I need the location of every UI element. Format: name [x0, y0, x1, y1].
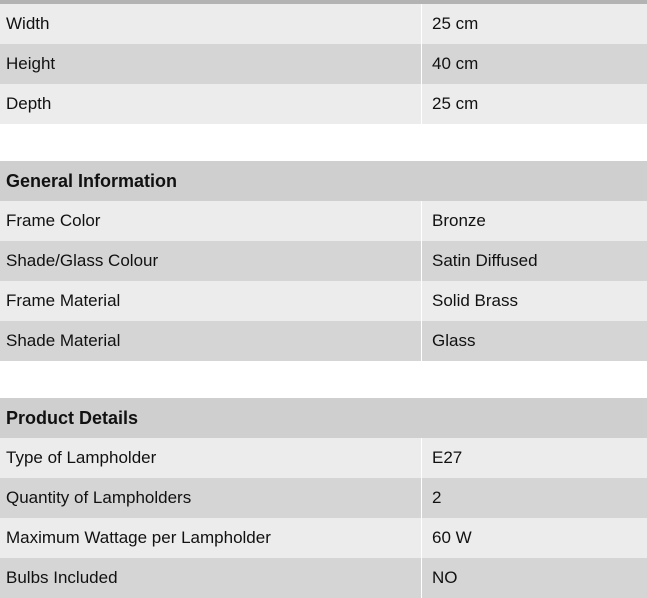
row-label: Type of Lampholder: [6, 448, 157, 467]
row-value: 25 cm: [421, 4, 647, 44]
row-value: NO: [421, 558, 647, 598]
row-label: Shade Material: [6, 331, 121, 350]
row-value: 2: [421, 478, 647, 518]
product-details-table: [0, 398, 647, 598]
table-row: [0, 281, 647, 321]
row-value: E27: [421, 438, 647, 478]
row-label: Maximum Wattage per Lampholder: [6, 528, 271, 547]
table-row: [0, 518, 647, 558]
table-row: [0, 4, 647, 44]
table-row: [0, 478, 647, 518]
dimensions-table: [0, 4, 647, 124]
row-label: Width: [6, 14, 50, 33]
row-label: Frame Material: [6, 291, 121, 310]
table-row: [0, 84, 647, 124]
row-value: 60 W: [421, 518, 647, 558]
row-label: Depth: [6, 94, 52, 113]
section-title: General Information: [0, 161, 647, 201]
row-label: Height: [6, 54, 56, 73]
section-spacer: [0, 124, 647, 161]
section-spacer: [0, 361, 647, 398]
row-value: Solid Brass: [421, 281, 647, 321]
row-value: 40 cm: [421, 44, 647, 84]
row-value: Glass: [421, 321, 647, 361]
row-value: 25 cm: [421, 84, 647, 124]
table-row: [0, 321, 647, 361]
table-row: [0, 241, 647, 281]
row-label: Bulbs Included: [6, 568, 118, 587]
section-title: Product Details: [0, 398, 647, 438]
table-row: [0, 44, 647, 84]
table-row: [0, 201, 647, 241]
row-value: Bronze: [421, 201, 647, 241]
table-row: [0, 438, 647, 478]
row-label: Quantity of Lampholders: [6, 488, 192, 507]
row-label: Shade/Glass Colour: [6, 251, 159, 270]
general-information-table: [0, 161, 647, 361]
row-value: Satin Diffused: [421, 241, 647, 281]
table-row: [0, 558, 647, 598]
row-label: Frame Color: [6, 211, 101, 230]
